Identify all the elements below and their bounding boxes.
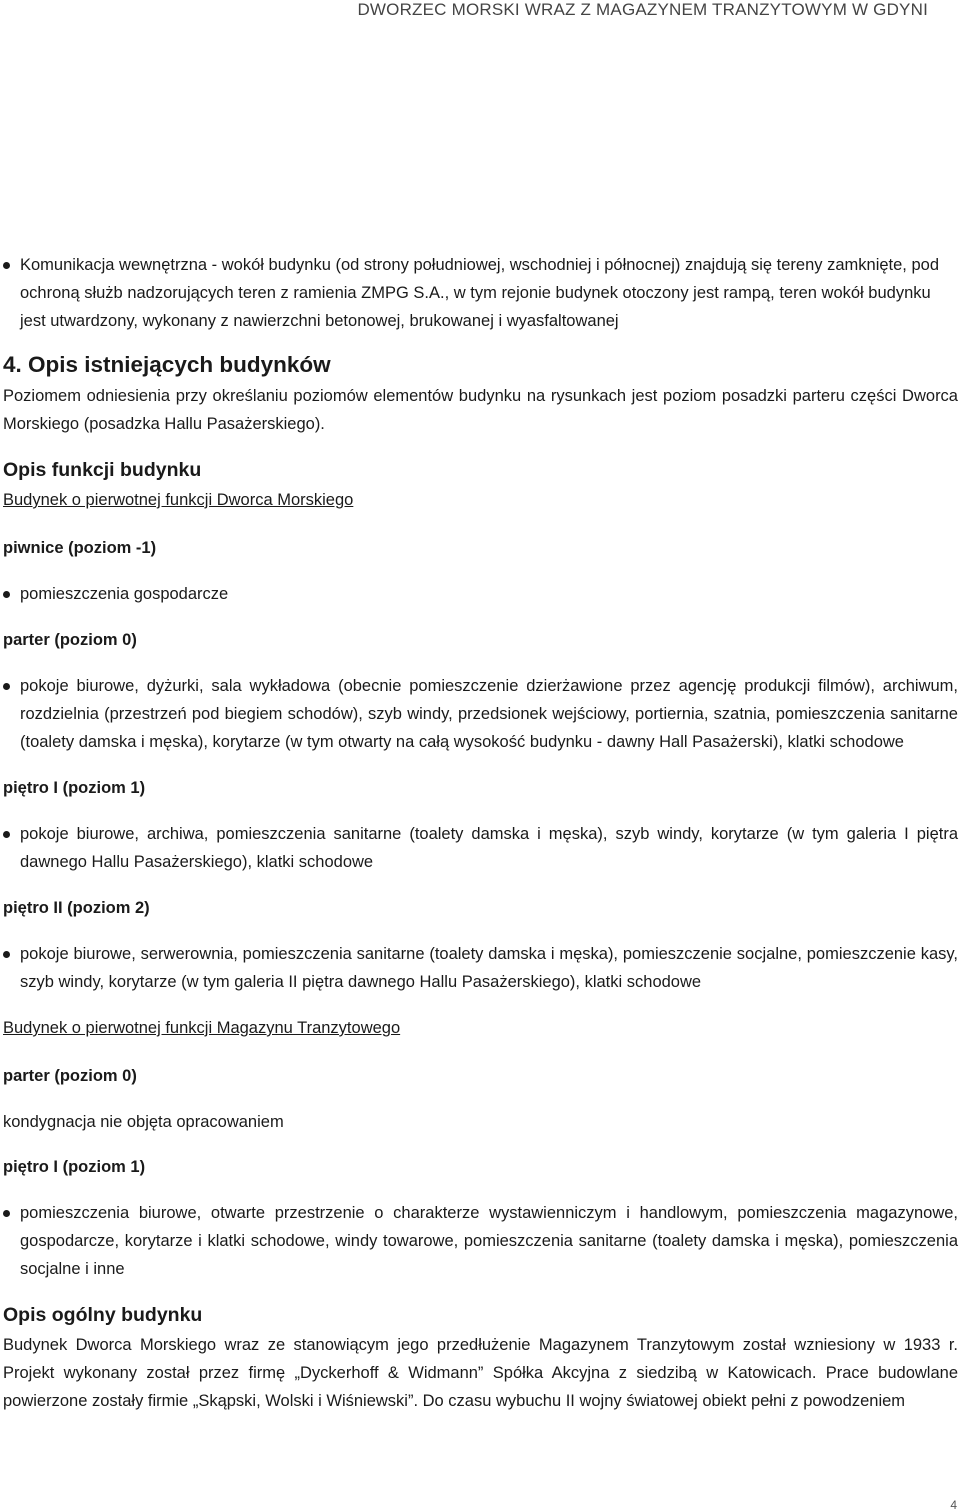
dworzec-ground-label: parter (poziom 0): [3, 631, 137, 649]
dworzec-building-title: Budynek o pierwotnej funkcji Dworca Morskiego: [3, 491, 354, 509]
bullet-internal-communication: Komunikacja wewnętrzna - wokół budynku (od strony południowej, wschodniej i północnej) znajdują się tereny zamknięte, pod ochroną służb nadzorujących teren z ramienia ZMPG S.A., w tym rejonie budynek otoczony jest rampą, teren wokół budynku jest utwardzony, wykonany z nawierzchni betonowej, brukowanej i wyasfaltowanej: [3, 251, 958, 335]
magazyn-ground-label: parter (poziom 0): [3, 1067, 137, 1085]
magazyn-floor1-label: piętro I (poziom 1): [3, 1158, 146, 1176]
page-number: 4: [950, 1498, 957, 1512]
magazyn-building-title: Budynek o pierwotnej funkcji Magazynu Tranzytowego: [3, 1019, 401, 1037]
dworzec-ground-item: pokoje biurowe, dyżurki, sala wykładowa (obecnie pomieszczenie dzierżawione przez agencję produkcji filmów), archiwum, rozdzielnia (przestrzeń pod biegiem schodów), szyb windy, przedsionek wejściowy, portiernia, szatnia, pomieszczenia sanitarne (toalety damska i męska), korytarze (w tym otwarty na całą wysokość budynku - dawny Hall Pasażerski), klatki schodowe: [3, 672, 958, 756]
dworzec-floor2-label: piętro II (poziom 2): [3, 899, 150, 917]
running-header-title: DWORZEC MORSKI WRAZ Z MAGAZYNEM TRANZYTOWYM W GDYNI: [357, 0, 928, 19]
dworzec-floor1-item: pokoje biurowe, archiwa, pomieszczenia sanitarne (toalety damska i męska), szyb windy, korytarze (w tym galeria I piętra dawnego Hallu Pasażerskiego), klatki schodowe: [3, 820, 958, 876]
document-body: [3, 251, 958, 1415]
dworzec-basement-item: pomieszczenia gospodarcze: [3, 580, 958, 608]
magazyn-floor1-item: pomieszczenia biurowe, otwarte przestrzenie o charakterze wystawienniczym i handlowym, pomieszczenia magazynowe, gospodarcze, korytarze i klatki schodowe, windy towarowe, pomieszczenia sanitarne (toalety damska i męska), pomieszczenia socjalne i inne: [3, 1199, 958, 1283]
functions-heading: Opis funkcji budynku: [3, 459, 202, 481]
dworzec-floor1-label: piętro I (poziom 1): [3, 779, 146, 797]
dworzec-basement-label: piwnice (poziom -1): [3, 539, 157, 557]
general-description-heading: Opis ogólny budynku: [3, 1304, 203, 1326]
reference-level-paragraph: Poziomem odniesienia przy określaniu poziomów elementów budynku na rysunkach jest poziom posadzki parteru części Dworca Morskiego (posadzka Hallu Pasażerskiego).: [3, 387, 958, 433]
dworzec-floor2-item: pokoje biurowe, serwerownia, pomieszczenia sanitarne (toalety damska i męska), pomieszczenie socjalne, pomieszczenie kasy, szyb windy, korytarze (w tym galeria II piętra dawnego Hallu Pasażerskiego), klatki schodowe: [3, 940, 958, 996]
general-description-paragraph: Budynek Dworca Morskiego wraz ze stanowiącym jego przedłużenie Magazynem Tranzytowym został wzniesiony w 1933 r. Projekt wykonany został przez firmę „Dyckerhoff & Widmann” Spółka Akcyjna z siedzibą w Katowicach. Prace budowlane powierzone zostały firmie „Skąpski, Wolski i Wiśniewski”. Do czasu wybuchu II wojny światowej obiekt pełni z powodzeniem: [3, 1336, 958, 1410]
section-heading-existing-buildings: 4. Opis istniejących budynków: [3, 352, 331, 377]
magazyn-ground-note: kondygnacja nie objęta opracowaniem: [3, 1113, 284, 1131]
